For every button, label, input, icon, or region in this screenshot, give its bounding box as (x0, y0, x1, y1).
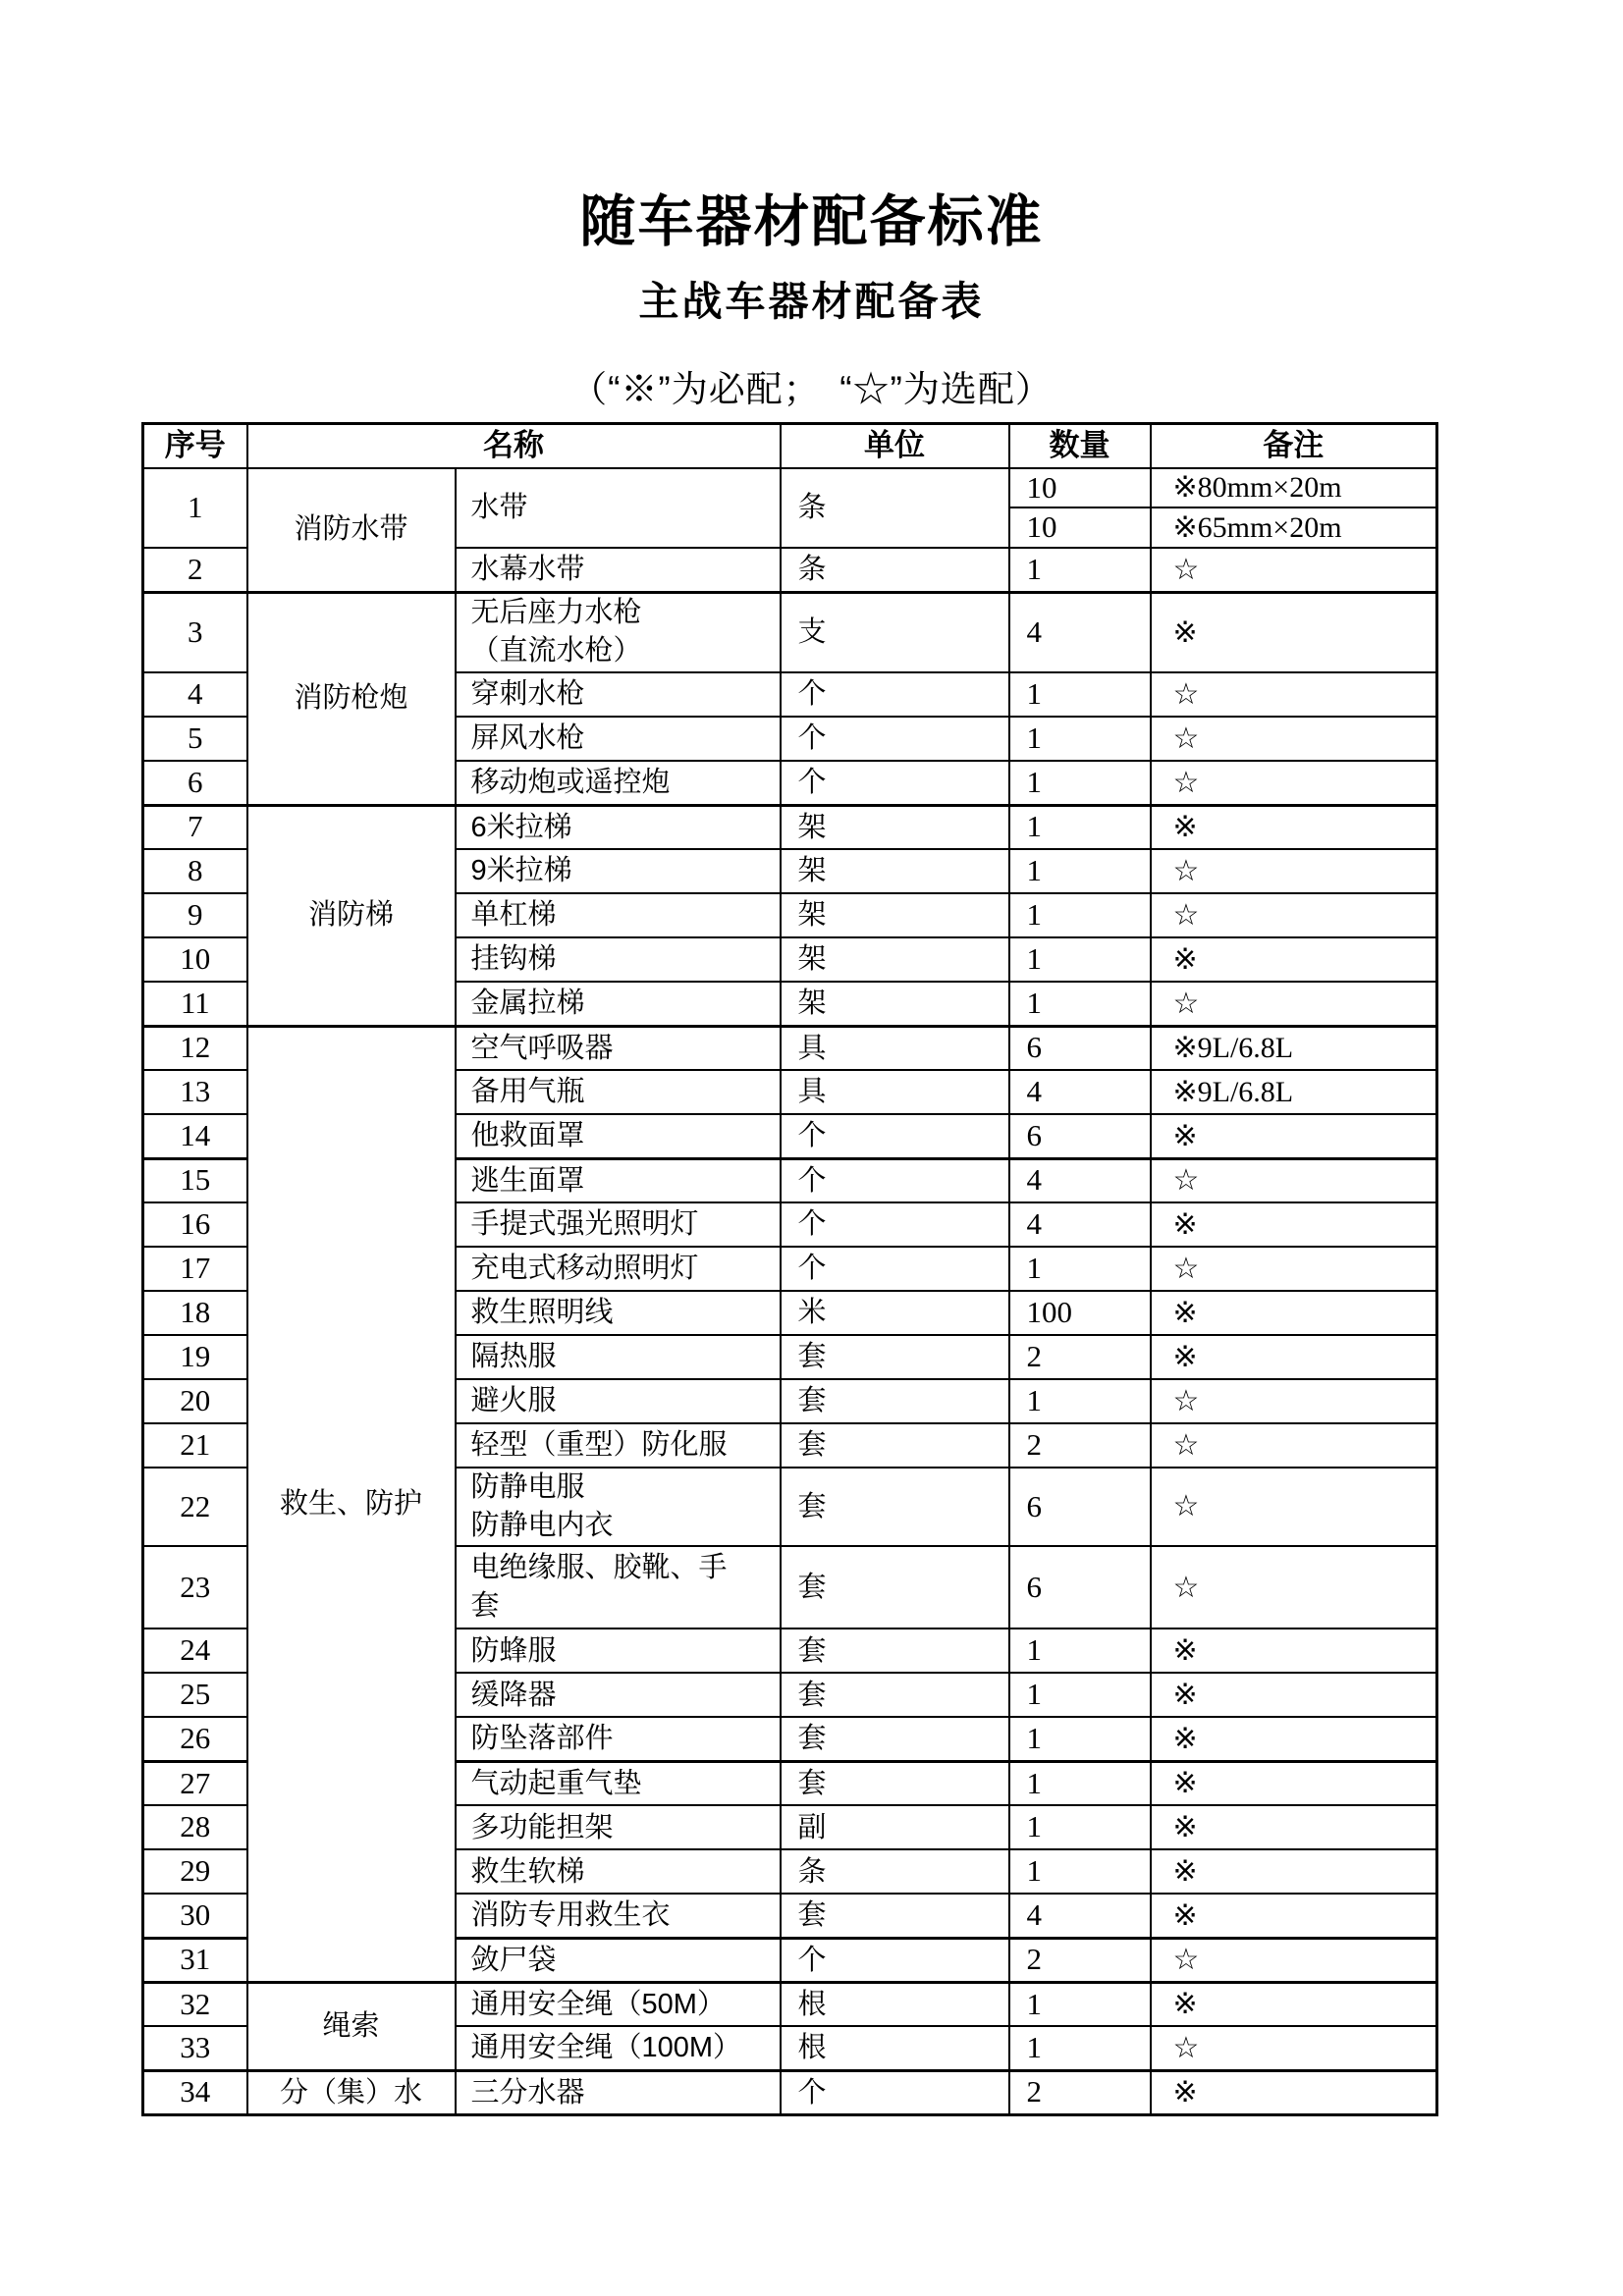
item-name-cell: 备用气瓶 (456, 1070, 781, 1114)
unit-cell: 个 (781, 1247, 1009, 1291)
item-name-cell: 通用安全绳（50M） (456, 1982, 781, 2026)
row-number-cell: 7 (143, 805, 247, 849)
category-cell: 消防梯 (247, 805, 456, 1026)
table-row (143, 805, 1437, 849)
category-cell: 绳索 (247, 1982, 456, 2070)
equipment-table (141, 422, 1438, 2116)
unit-cell: 个 (781, 1114, 1009, 1158)
remark-cell: ☆ (1151, 1423, 1437, 1468)
quantity-cell: 1 (1009, 1761, 1151, 1805)
row-number-cell: 16 (143, 1202, 247, 1247)
unit-cell: 架 (781, 805, 1009, 849)
unit-cell: 架 (781, 982, 1009, 1026)
unit-cell: 架 (781, 849, 1009, 893)
remark-cell: ※ (1151, 1982, 1437, 2026)
item-name-cell: 轻型（重型）防化服 (456, 1423, 781, 1468)
unit-cell: 个 (781, 717, 1009, 761)
remark-cell: ☆ (1151, 1546, 1437, 1629)
category-cell: 消防水带 (247, 468, 456, 593)
remark-cell: ※9L/6.8L (1151, 1070, 1437, 1114)
remark-cell: ※ (1151, 1673, 1437, 1717)
unit-cell: 根 (781, 1982, 1009, 2026)
remark-cell: ※ (1151, 1717, 1437, 1761)
row-number-cell: 18 (143, 1291, 247, 1335)
row-number-cell: 22 (143, 1468, 247, 1546)
item-name-cell: 挂钩梯 (456, 937, 781, 982)
quantity-cell: 6 (1009, 1468, 1151, 1546)
unit-cell: 米 (781, 1291, 1009, 1335)
item-name-cell: 三分水器 (456, 2070, 781, 2114)
item-name-cell: 气动起重气垫 (456, 1761, 781, 1805)
quantity-cell: 2 (1009, 1335, 1151, 1379)
row-number-cell: 9 (143, 893, 247, 937)
unit-cell: 支 (781, 592, 1009, 672)
unit-cell: 具 (781, 1070, 1009, 1114)
item-name-cell: 6米拉梯 (456, 805, 781, 849)
row-number-cell: 3 (143, 592, 247, 672)
item-name-cell: 逃生面罩 (456, 1158, 781, 1202)
item-name-cell (456, 592, 781, 672)
unit-cell: 套 (781, 1335, 1009, 1379)
unit-cell: 套 (781, 1629, 1009, 1673)
remark-cell: ※ (1151, 1629, 1437, 1673)
quantity-cell: 1 (1009, 761, 1151, 805)
item-name-cell (456, 1546, 781, 1629)
item-name-cell: 他救面罩 (456, 1114, 781, 1158)
unit-cell: 套 (781, 1379, 1009, 1423)
item-name-cell: 救生照明线 (456, 1291, 781, 1335)
header-name: 名称 (247, 424, 781, 468)
remark-cell: ☆ (1151, 849, 1437, 893)
quantity-cell: 1 (1009, 1805, 1151, 1849)
row-number-cell: 5 (143, 717, 247, 761)
row-number-cell: 29 (143, 1849, 247, 1894)
header-serial: 序号 (143, 424, 247, 468)
item-name-line: 防静电内衣 (470, 1510, 614, 1542)
remark-cell: ※ (1151, 805, 1437, 849)
quantity-cell: 10 (1009, 507, 1151, 548)
row-number-cell: 20 (143, 1379, 247, 1423)
item-name-cell: 9米拉梯 (456, 849, 781, 893)
row-number-cell: 15 (143, 1158, 247, 1202)
remark-cell: ※80mm×20m (1151, 468, 1437, 508)
remark-cell: ※ (1151, 1894, 1437, 1938)
unit-cell: 个 (781, 672, 1009, 717)
quantity-cell: 1 (1009, 1717, 1151, 1761)
unit-cell: 个 (781, 1938, 1009, 1982)
unit-cell: 个 (781, 1202, 1009, 1247)
row-number-cell: 13 (143, 1070, 247, 1114)
item-name-line: （直流水枪） (470, 635, 642, 667)
item-name-line: 电绝缘服、胶靴、手 (470, 1552, 728, 1584)
quantity-cell: 1 (1009, 805, 1151, 849)
item-name-line: 防静电服 (470, 1471, 585, 1503)
item-name-cell: 充电式移动照明灯 (456, 1247, 781, 1291)
remark-cell: ※ (1151, 592, 1437, 672)
row-number-cell: 24 (143, 1629, 247, 1673)
unit-cell: 条 (781, 548, 1009, 592)
row-number-cell: 33 (143, 2026, 247, 2070)
quantity-cell: 6 (1009, 1546, 1151, 1629)
remark-cell: ※ (1151, 937, 1437, 982)
row-number-cell: 14 (143, 1114, 247, 1158)
row-number-cell: 28 (143, 1805, 247, 1849)
remark-cell: ☆ (1151, 672, 1437, 717)
category-cell: 救生、防护 (247, 1026, 456, 1982)
remark-cell: ☆ (1151, 1158, 1437, 1202)
unit-cell: 架 (781, 893, 1009, 937)
unit-cell: 套 (781, 1546, 1009, 1629)
item-name-cell: 隔热服 (456, 1335, 781, 1379)
unit-cell: 套 (781, 1673, 1009, 1717)
quantity-cell: 4 (1009, 1894, 1151, 1938)
header-remark: 备注 (1151, 424, 1437, 468)
quantity-cell: 100 (1009, 1291, 1151, 1335)
row-number-cell: 26 (143, 1717, 247, 1761)
row-number-cell: 27 (143, 1761, 247, 1805)
item-name-cell: 防蜂服 (456, 1629, 781, 1673)
quantity-cell: 2 (1009, 2070, 1151, 2114)
quantity-cell: 1 (1009, 849, 1151, 893)
row-number-cell: 25 (143, 1673, 247, 1717)
row-number-cell: 6 (143, 761, 247, 805)
row-number-cell: 1 (143, 468, 247, 549)
quantity-cell: 6 (1009, 1114, 1151, 1158)
row-number-cell: 4 (143, 672, 247, 717)
remark-cell: ☆ (1151, 982, 1437, 1026)
unit-cell: 条 (781, 468, 1009, 549)
item-name-cell: 屏风水枪 (456, 717, 781, 761)
row-number-cell: 10 (143, 937, 247, 982)
remark-cell: ☆ (1151, 2026, 1437, 2070)
unit-cell: 个 (781, 761, 1009, 805)
item-name-cell: 防坠落部件 (456, 1717, 781, 1761)
row-number-cell: 32 (143, 1982, 247, 2026)
quantity-cell: 1 (1009, 1849, 1151, 1894)
remark-cell: ※ (1151, 1849, 1437, 1894)
remark-cell: ※ (1151, 1114, 1437, 1158)
item-name-cell: 消防专用救生衣 (456, 1894, 781, 1938)
quantity-cell: 4 (1009, 1158, 1151, 1202)
unit-cell: 套 (781, 1894, 1009, 1938)
quantity-cell: 4 (1009, 592, 1151, 672)
table-row (143, 2070, 1437, 2114)
item-name-cell: 穿刺水枪 (456, 672, 781, 717)
item-name-cell: 敛尸袋 (456, 1938, 781, 1982)
quantity-cell: 4 (1009, 1202, 1151, 1247)
remark-cell: ※ (1151, 1805, 1437, 1849)
unit-cell: 套 (781, 1468, 1009, 1546)
unit-cell: 个 (781, 1158, 1009, 1202)
quantity-cell: 2 (1009, 1938, 1151, 1982)
quantity-cell: 4 (1009, 1070, 1151, 1114)
remark-cell: ☆ (1151, 1247, 1437, 1291)
quantity-cell: 1 (1009, 893, 1151, 937)
unit-cell: 个 (781, 2070, 1009, 2114)
remark-cell: ※ (1151, 1335, 1437, 1379)
remark-cell: ※ (1151, 1202, 1437, 1247)
remark-cell: ※65mm×20m (1151, 507, 1437, 548)
item-name-cell: 金属拉梯 (456, 982, 781, 1026)
remark-cell: ☆ (1151, 1468, 1437, 1546)
quantity-cell: 1 (1009, 937, 1151, 982)
quantity-cell: 1 (1009, 1247, 1151, 1291)
unit-cell: 套 (781, 1423, 1009, 1468)
document-subtitle: 主战车器材配备表 (638, 279, 985, 324)
item-name-cell: 单杠梯 (456, 893, 781, 937)
remark-cell: ☆ (1151, 1938, 1437, 1982)
unit-cell: 具 (781, 1026, 1009, 1070)
item-name-cell: 通用安全绳（100M） (456, 2026, 781, 2070)
legend-note: （“※”为必配； “☆”为选配） (570, 369, 1053, 409)
table-row (143, 592, 1437, 672)
quantity-cell: 2 (1009, 1423, 1151, 1468)
row-number-cell: 31 (143, 1938, 247, 1982)
item-name-cell: 救生软梯 (456, 1849, 781, 1894)
quantity-cell: 1 (1009, 1379, 1151, 1423)
unit-cell: 架 (781, 937, 1009, 982)
remark-cell: ☆ (1151, 548, 1437, 592)
unit-cell: 副 (781, 1805, 1009, 1849)
item-name-cell: 水幕水带 (456, 548, 781, 592)
row-number-cell: 19 (143, 1335, 247, 1379)
item-name-cell (456, 1468, 781, 1546)
quantity-cell: 10 (1009, 468, 1151, 508)
unit-cell: 套 (781, 1761, 1009, 1805)
row-number-cell: 8 (143, 849, 247, 893)
unit-cell: 条 (781, 1849, 1009, 1894)
table-body (143, 468, 1437, 2115)
row-number-cell: 21 (143, 1423, 247, 1468)
unit-cell: 根 (781, 2026, 1009, 2070)
category-cell: 分（集）水 (247, 2070, 456, 2114)
item-name-line: 套 (470, 1590, 500, 1623)
table-row (143, 468, 1437, 508)
quantity-cell: 1 (1009, 1982, 1151, 2026)
row-number-cell: 17 (143, 1247, 247, 1291)
header-quantity: 数量 (1009, 424, 1151, 468)
quantity-cell: 6 (1009, 1026, 1151, 1070)
remark-cell: ☆ (1151, 717, 1437, 761)
item-name-cell: 空气呼吸器 (456, 1026, 781, 1070)
row-number-cell: 2 (143, 548, 247, 592)
header-row (143, 424, 1437, 468)
quantity-cell: 1 (1009, 717, 1151, 761)
category-cell: 消防枪炮 (247, 592, 456, 805)
document-title: 随车器材配备标准 (579, 190, 1044, 253)
quantity-cell: 1 (1009, 2026, 1151, 2070)
row-number-cell: 34 (143, 2070, 247, 2114)
remark-cell: ※ (1151, 1761, 1437, 1805)
item-name-cell: 多功能担架 (456, 1805, 781, 1849)
item-name-cell: 避火服 (456, 1379, 781, 1423)
table-row (143, 1982, 1437, 2026)
quantity-cell: 1 (1009, 1629, 1151, 1673)
row-number-cell: 11 (143, 982, 247, 1026)
remark-cell: ※ (1151, 2070, 1437, 2114)
unit-cell: 套 (781, 1717, 1009, 1761)
quantity-cell: 1 (1009, 548, 1151, 592)
remark-cell: ☆ (1151, 761, 1437, 805)
row-number-cell: 30 (143, 1894, 247, 1938)
row-number-cell: 12 (143, 1026, 247, 1070)
item-name-cell: 手提式强光照明灯 (456, 1202, 781, 1247)
item-name-cell: 移动炮或遥控炮 (456, 761, 781, 805)
remark-cell: ☆ (1151, 893, 1437, 937)
row-number-cell: 23 (143, 1546, 247, 1629)
item-name-cell: 水带 (456, 468, 781, 549)
remark-cell: ※ (1151, 1291, 1437, 1335)
quantity-cell: 1 (1009, 982, 1151, 1026)
header-unit: 单位 (781, 424, 1009, 468)
remark-cell: ※9L/6.8L (1151, 1026, 1437, 1070)
table-row (143, 1026, 1437, 1070)
item-name-cell: 缓降器 (456, 1673, 781, 1717)
quantity-cell: 1 (1009, 1673, 1151, 1717)
item-name-line: 无后座力水枪 (470, 597, 642, 629)
quantity-cell: 1 (1009, 672, 1151, 717)
remark-cell: ☆ (1151, 1379, 1437, 1423)
